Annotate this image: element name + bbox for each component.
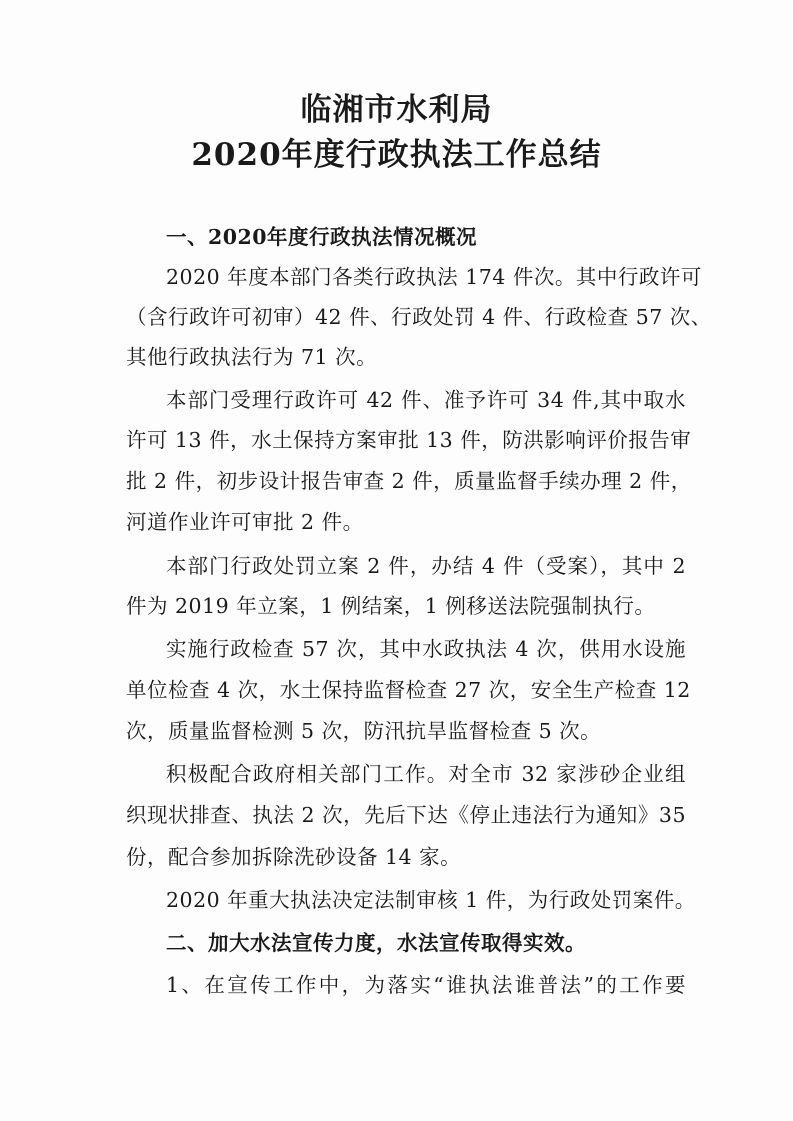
paragraph-line: 本部门行政处罚立案 2 件，办结 4 件（受案），其中 2 (166, 554, 686, 578)
document-title-line2: 2020年度行政执法工作总结 (191, 137, 602, 173)
paragraph-line: 2020 年度本部门各类行政执法 174 件次。其中行政许可 (166, 265, 702, 289)
paragraph-line: 河道作业许可审批 2 件。 (126, 510, 364, 534)
paragraph-line: 积极配合政府相关部门工作。对全市 32 家涉砂企业组 (166, 762, 686, 786)
section1-heading: 一、2020年度行政执法情况概况 (166, 225, 478, 249)
paragraph-line: 2020 年重大执法决定法制审核 1 件，为行政处罚案件。 (166, 888, 696, 912)
paragraph-line: 本部门受理行政许可 42 件、准予许可 34 件,其中取水 (166, 388, 686, 412)
paragraph-line: 许可 13 件，水土保持方案审批 13 件，防洪影响评价报告审 (126, 428, 692, 452)
document-title-line1: 临湘市水利局 (300, 92, 493, 128)
paragraph-line: （含行政许可初审）42 件、行政处罚 4 件、行政检查 57 次、 (126, 305, 712, 329)
paragraph-line: 1、在宣传工作中，为落实“谁执法谁普法”的工作要 (166, 973, 686, 997)
paragraph-line: 件为 2019 年立案，1 例结案，1 例移送法院强制执行。 (126, 594, 656, 618)
paragraph-line: 份，配合参加拆除洗砂设备 14 家。 (126, 845, 462, 869)
paragraph-line: 其他行政执法行为 71 次。 (126, 345, 378, 369)
paragraph-line: 批 2 件，初步设计报告审查 2 件，质量监督手续办理 2 件， (126, 469, 692, 493)
section2-heading: 二、加大水法宣传力度，水法宣传取得实效。 (166, 931, 586, 955)
paragraph-line: 实施行政检查 57 次，其中水政执法 4 次，供用水设施 (166, 637, 686, 661)
paragraph-line: 织现状排查、执法 2 次，先后下达《停止违法行为通知》35 (126, 803, 686, 827)
paragraph-line: 次，质量监督检测 5 次，防汛抗旱监督检查 5 次。 (126, 719, 602, 743)
paragraph-line: 单位检查 4 次，水土保持监督检查 27 次，安全生产检查 12 (126, 678, 691, 702)
